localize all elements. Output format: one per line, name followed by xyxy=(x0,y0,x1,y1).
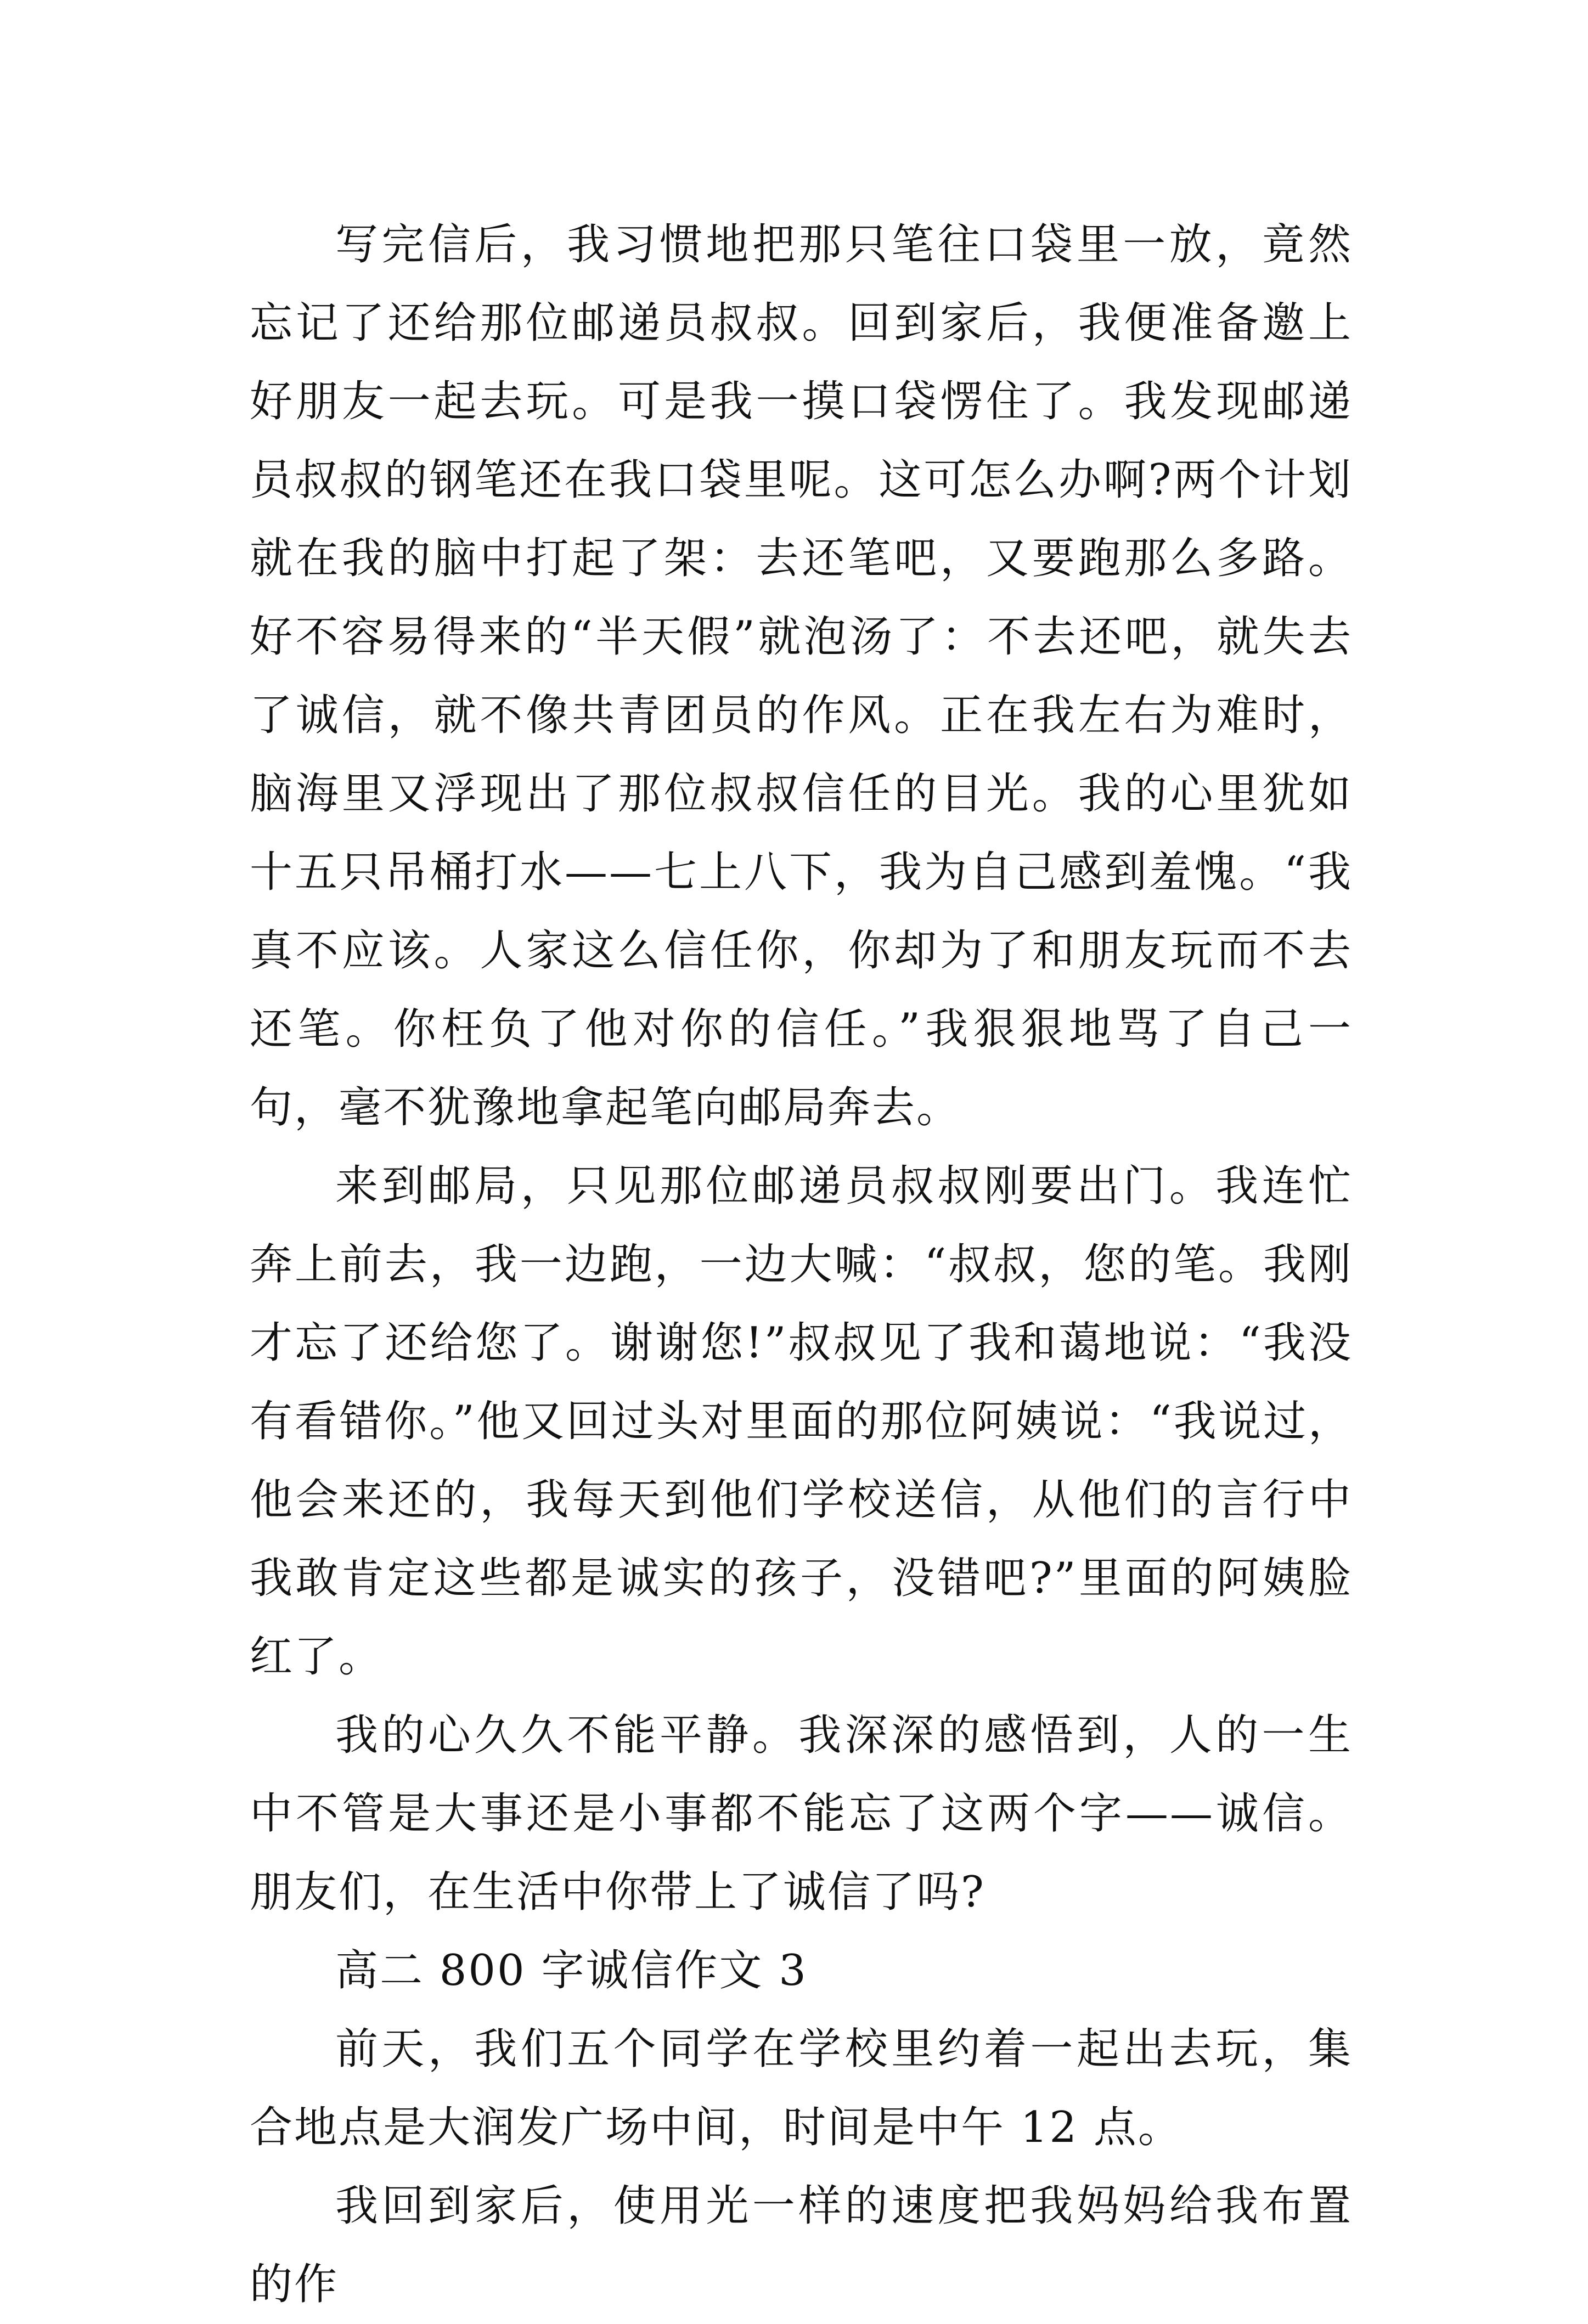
paragraph-post-office: 来到邮局，只见那位邮递员叔叔刚要出门。我连忙奔上前去，我一边跑，一边大喊：“叔叔，您的笔。我刚才忘了还给您了。谢谢您!”叔叔见了我和蔼地说：“我没有看错你。”他又回过头对里面的那位阿姨说：“我说过，他会来还的，我每天到他们学校送信，从他们的言行中我敢肯定这些都是诚实的孩子，没错吧?”里面的阿姨脸红了。 xyxy=(250,1161,1353,1682)
paragraph-homework: 我回到家后，使用光一样的速度把我妈妈给我布置的作 xyxy=(250,2181,1353,2309)
section-heading: 高二 800 字诚信作文 3 xyxy=(335,1946,808,1995)
document-body xyxy=(250,206,1353,2324)
paragraph-meeting-plan: 前天，我们五个同学在学校里约着一起出去玩，集合地点是大润发广场中间，时间是中午 12 点。 xyxy=(250,2024,1353,2152)
paragraph-reflection: 我的心久久不能平静。我深深的感悟到，人的一生中不管是大事还是小事都不能忘了这两个字——诚信。朋友们，在生活中你带上了诚信了吗? xyxy=(250,1711,1353,1917)
paragraph-returning-pen: 写完信后，我习惯地把那只笔往口袋里一放，竟然忘记了还给那位邮递员叔叔。回到家后，我便准备邀上好朋友一起去玩。可是我一摸口袋愣住了。我发现邮递员叔叔的钢笔还在我口袋里呢。这可怎么办啊?两个计划就在我的脑中打起了架：去还笔吧，又要跑那么多路。好不容易得来的“半天假”就泡汤了：不去还吧，就失去了诚信，就不像共青团员的作风。正在我左右为难时，脑海里又浮现出了那位叔叔信任的目光。我的心里犹如十五只吊桶打水——七上八下，我为自己感到羞愧。“我真不应该。人家这么信任你，你却为了和朋友玩而不去还笔。你枉负了他对你的信任。”我狠狠地骂了自己一句，毫不犹豫地拿起笔向邮局奔去。 xyxy=(250,220,1353,1132)
